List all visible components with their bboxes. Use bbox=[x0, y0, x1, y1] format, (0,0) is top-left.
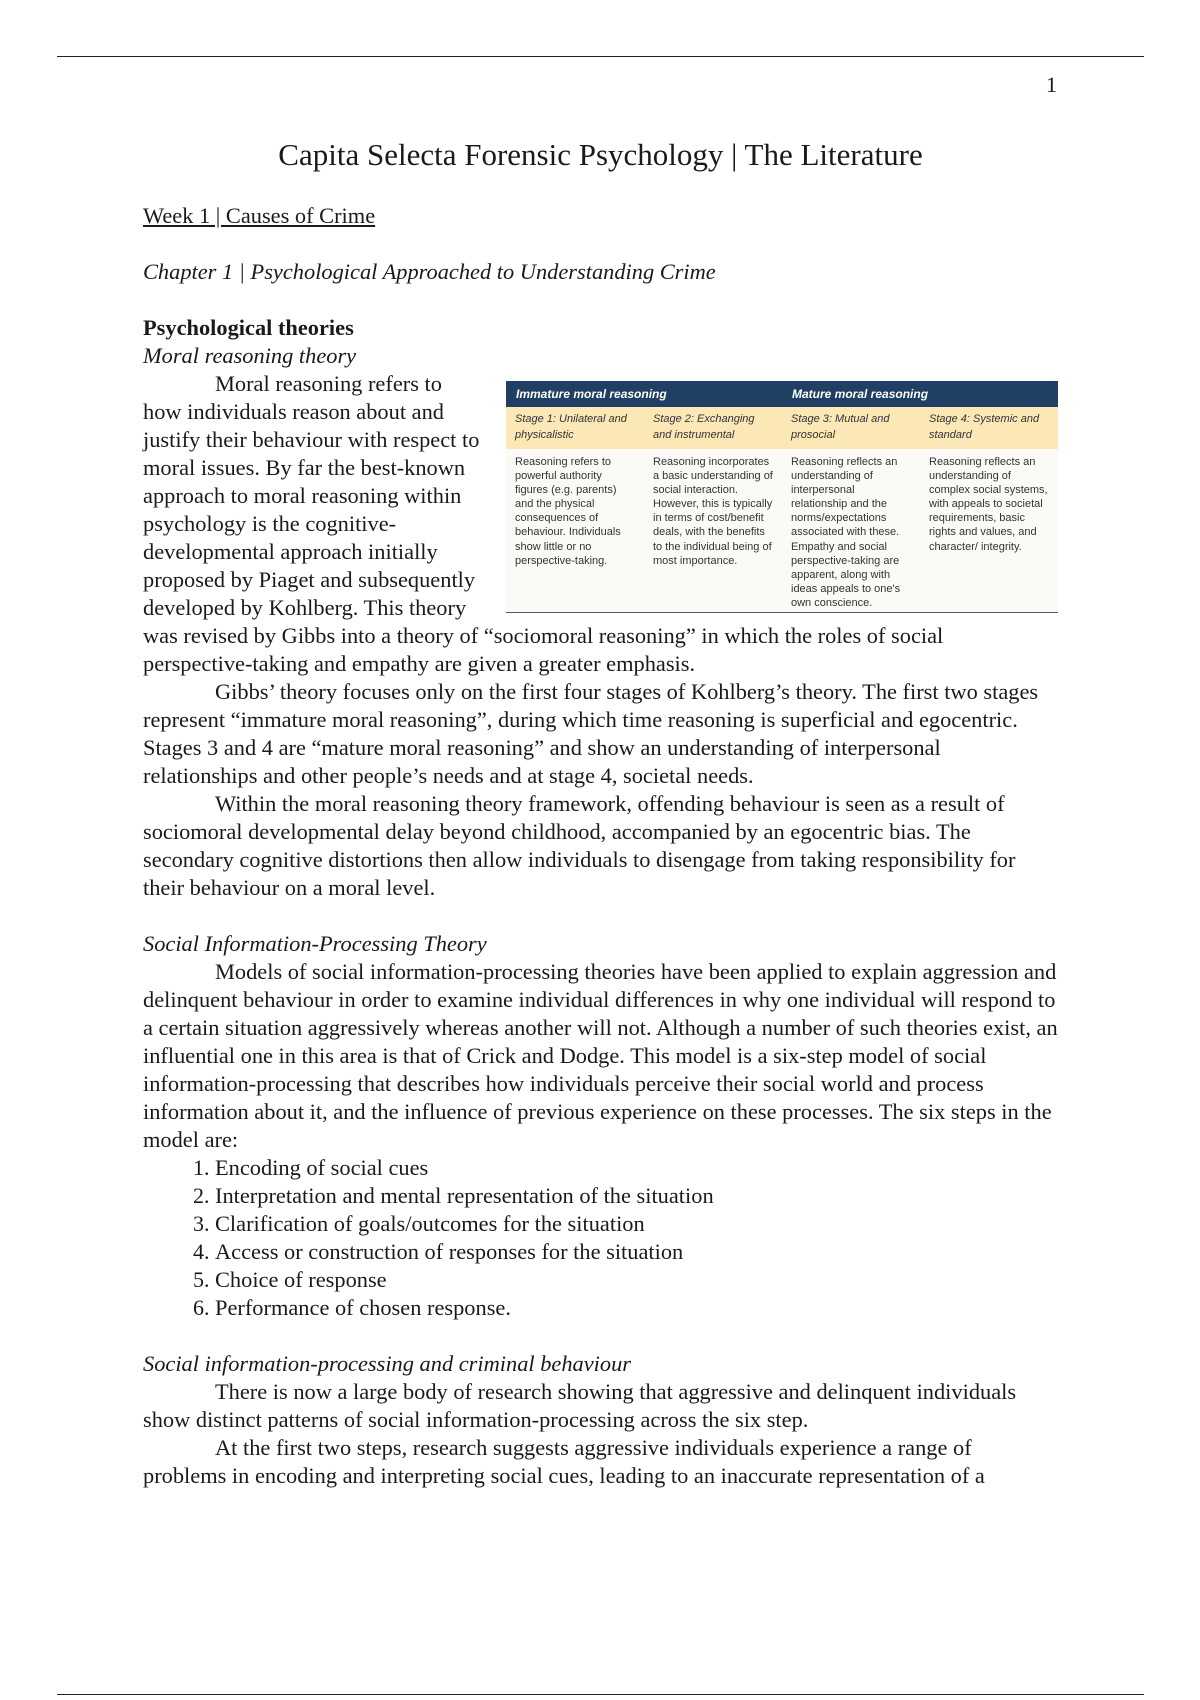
chapter-heading: Chapter 1 | Psychological Approached to Understanding Crime bbox=[143, 259, 716, 284]
sip-step: 6. Performance of chosen response. bbox=[215, 1294, 1058, 1322]
sip-crime-paragraph-1: There is now a large body of research showing that aggressive and delinquent individuals show distinct patterns of social information-processing across the six step. bbox=[143, 1379, 1017, 1432]
sip-steps-list bbox=[143, 1154, 1058, 1322]
stage-label-4: Stage 4: Systemic and standard bbox=[929, 413, 1040, 441]
stage-label-2: Stage 2: Exchanging and instrumental bbox=[653, 413, 755, 441]
stage-description-4: Reasoning reflects an understanding of complex social systems, with appeals to societal requirements, basic rights and values, and character/ integrity. bbox=[929, 456, 1048, 553]
page-number: 1 bbox=[1046, 72, 1057, 97]
sip-crime-heading: Social information-processing and criminal behaviour bbox=[143, 1351, 631, 1376]
document-body bbox=[143, 136, 1058, 1490]
figure-header bbox=[506, 381, 1058, 407]
footer-rule bbox=[57, 1694, 1144, 1695]
sip-step: 5. Choice of response bbox=[215, 1266, 1058, 1294]
sip-crime-paragraph-2: At the first two steps, research suggests aggressive individuals experience a range of problems in encoding and interpreting social cues, leading to an inaccurate representation of a bbox=[143, 1435, 985, 1488]
section-title: Psychological theories bbox=[143, 315, 354, 340]
stage-description-2: Reasoning incorporates a basic understanding of social interaction. However, this is typically in terms of cost/benefit deals, with the benefits to the individual being of most importance. bbox=[653, 456, 773, 567]
sip-paragraph-1: Models of social information-processing theories have been applied to explain aggression and delinquent behaviour in order to examine individual differences in why one individual will respond to a certain situation aggressively whereas another will not. Although a number of such theories exist, an influential one in this area is that of Crick and Dodge. This model is a six-step model of social information-processing that describes how individuals perceive their social world and process information about it, and the influence of previous experience on these processes. The six steps in the model are: bbox=[143, 959, 1058, 1152]
sip-heading: Social Information-Processing Theory bbox=[143, 931, 487, 956]
moral-paragraph-1: Moral reasoning refers to how individuals reason about and justify their behaviour with respect to moral issues. By far the best-known approach to moral reasoning within psychology is the cognitive-developmental approach initially proposed by Piaget and subsequently developed by Kohlberg. This theory was revised by Gibbs into a theory of “sociomoral reasoning” in which the roles of social perspective-taking and empathy are given a greater emphasis. bbox=[143, 371, 944, 676]
stage-label-1: Stage 1: Unilateral and physicalistic bbox=[515, 413, 627, 441]
stage-description-3: Reasoning reflects an understanding of interpersonal relationship and the norms/expectations associated with these. Empathy and social perspective-taking are apparent, along with ideas appeals to one's own conscience. bbox=[791, 456, 901, 609]
moral-reasoning-heading: Moral reasoning theory bbox=[143, 343, 357, 368]
sip-step: 3. Clarification of goals/outcomes for the situation bbox=[215, 1210, 1058, 1238]
sip-step: 2. Interpretation and mental representation of the situation bbox=[215, 1182, 1058, 1210]
sip-step: 4. Access or construction of responses for the situation bbox=[215, 1238, 1058, 1266]
header-rule bbox=[57, 56, 1144, 57]
week-heading: Week 1 | Causes of Crime bbox=[143, 203, 376, 228]
stage-description-1: Reasoning refers to powerful authority figures (e.g. parents) and the physical consequences of behaviour. Individuals show little or no perspective-taking. bbox=[515, 456, 621, 567]
figure-stage-row bbox=[506, 407, 1058, 449]
figure-description-row bbox=[506, 449, 1058, 612]
moral-paragraph-3: Within the moral reasoning theory framework, offending behaviour is seen as a result of sociomoral developmental delay beyond childhood, accompanied by an egocentric bias. The secondary cognitive distortions then allow individuals to disengage from taking responsibility for their behaviour on a moral level. bbox=[143, 791, 1016, 900]
document-title: Capita Selecta Forensic Psychology | The Literature bbox=[278, 137, 923, 172]
sip-step: 1. Encoding of social cues bbox=[215, 1154, 1058, 1182]
moral-reasoning-figure bbox=[506, 381, 1058, 613]
moral-paragraph-2: Gibbs’ theory focuses only on the first four stages of Kohlberg’s theory. The first two stages represent “immature moral reasoning”, during which time reasoning is superficial and egocentric. Stages 3 and 4 are “mature moral reasoning” and show an understanding of interpersonal relationships and other people’s needs and at stage 4, societal needs. bbox=[143, 679, 1039, 788]
figure-header-mature: Mature moral reasoning bbox=[792, 387, 929, 401]
figure-header-immature: Immature moral reasoning bbox=[516, 387, 667, 401]
stage-label-3: Stage 3: Mutual and prosocial bbox=[791, 413, 890, 441]
